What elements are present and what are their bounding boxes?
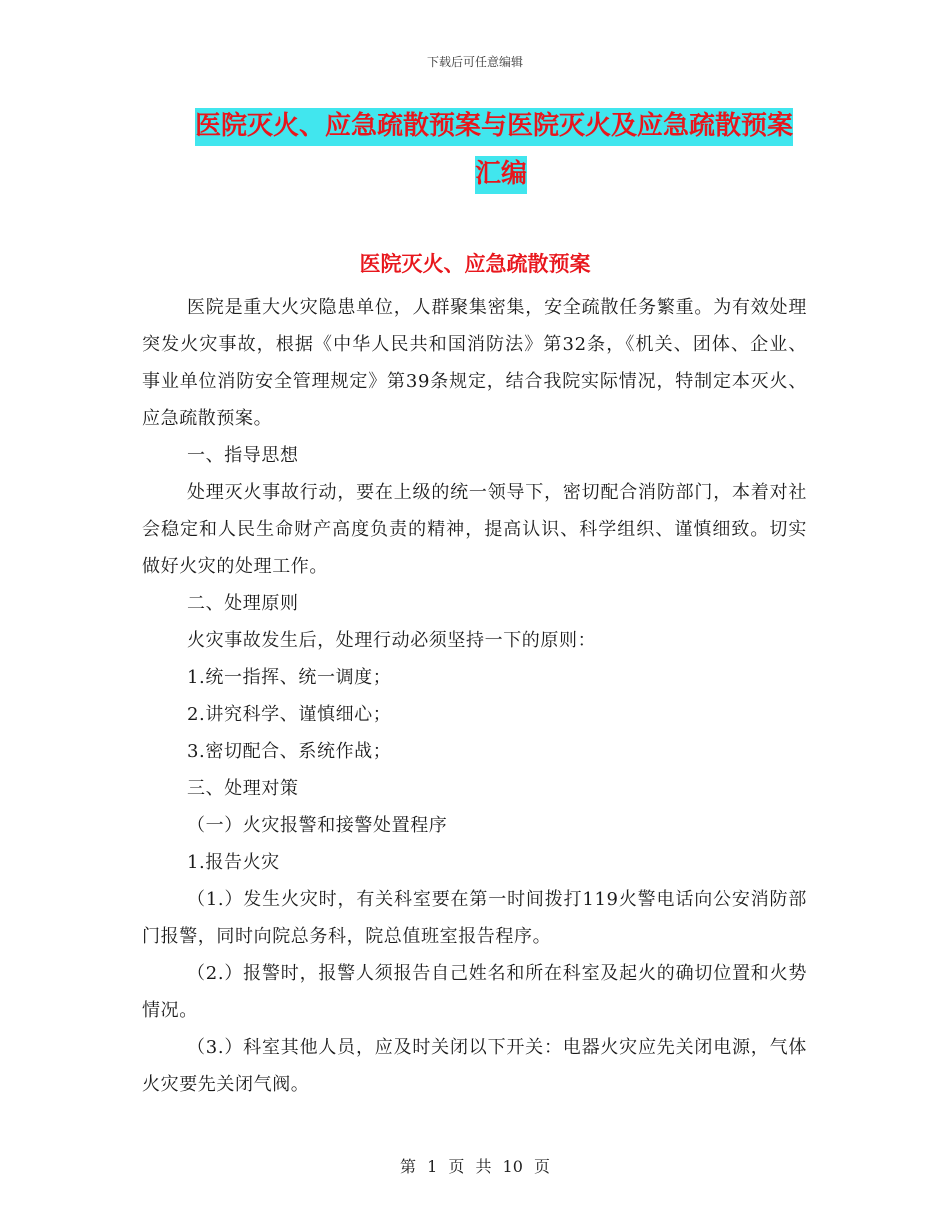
item-heading-report-fire: 1.报告火灾 bbox=[187, 852, 280, 873]
page-number-footer: 第 1 页 共 10 页 bbox=[400, 1157, 550, 1176]
report-step-3: （3.）科室其他人员，应及时关闭以下开关：电器火灾应先关闭电源，气体火灾要先关闭气阀。 bbox=[142, 1037, 807, 1095]
section-heading-countermeasures: 三、处理对策 bbox=[187, 778, 299, 799]
principle-item-1: 1.统一指挥、统一调度； bbox=[187, 667, 392, 688]
report-step-2: （2.）报警时，报警人须报告自己姓名和所在科室及起火的确切位置和火势情况。 bbox=[142, 963, 807, 1021]
guiding-thought-paragraph: 处理灭火事故行动，要在上级的统一领导下，密切配合消防部门，本着对社会稳定和人民生命财产高度负责的精神，提高认识、科学组织、谨慎细致。切实做好火灾的处理工作。 bbox=[142, 482, 807, 577]
principle-item-3: 3.密切配合、系统作战； bbox=[187, 741, 392, 762]
document-body bbox=[142, 289, 807, 1103]
document-title-line-2: 汇编 bbox=[475, 156, 527, 194]
principle-item-2: 2.讲究科学、谨慎细心； bbox=[187, 704, 392, 725]
document-title-line-1: 医院灭火、应急疏散预案与医院灭火及应急疏散预案 bbox=[195, 108, 793, 146]
principles-intro: 火灾事故发生后，处理行动必须坚持一下的原则： bbox=[187, 630, 597, 651]
section-title: 医院灭火、应急疏散预案 bbox=[359, 252, 591, 276]
section-heading-principles: 二、处理原则 bbox=[187, 593, 299, 614]
intro-paragraph: 医院是重大火灾隐患单位，人群聚集密集，安全疏散任务繁重。为有效处理突发火灾事故，根据《中华人民共和国消防法》第32条，《机关、团体、企业、事业单位消防安全管理规定》第39条规定，结合我院实际情况，特制定本灭火、应急疏散预案。 bbox=[142, 297, 807, 429]
subsection-heading-alarm: （一）火灾报警和接警处置程序 bbox=[187, 815, 448, 836]
header-note: 下载后可任意编辑 bbox=[426, 55, 523, 69]
section-heading-guiding-thought: 一、指导思想 bbox=[187, 445, 299, 466]
report-step-1: （1.）发生火灾时，有关科室要在第一时间拨打119火警电话向公安消防部门报警，同时向院总务科，院总值班室报告程序。 bbox=[142, 889, 807, 947]
